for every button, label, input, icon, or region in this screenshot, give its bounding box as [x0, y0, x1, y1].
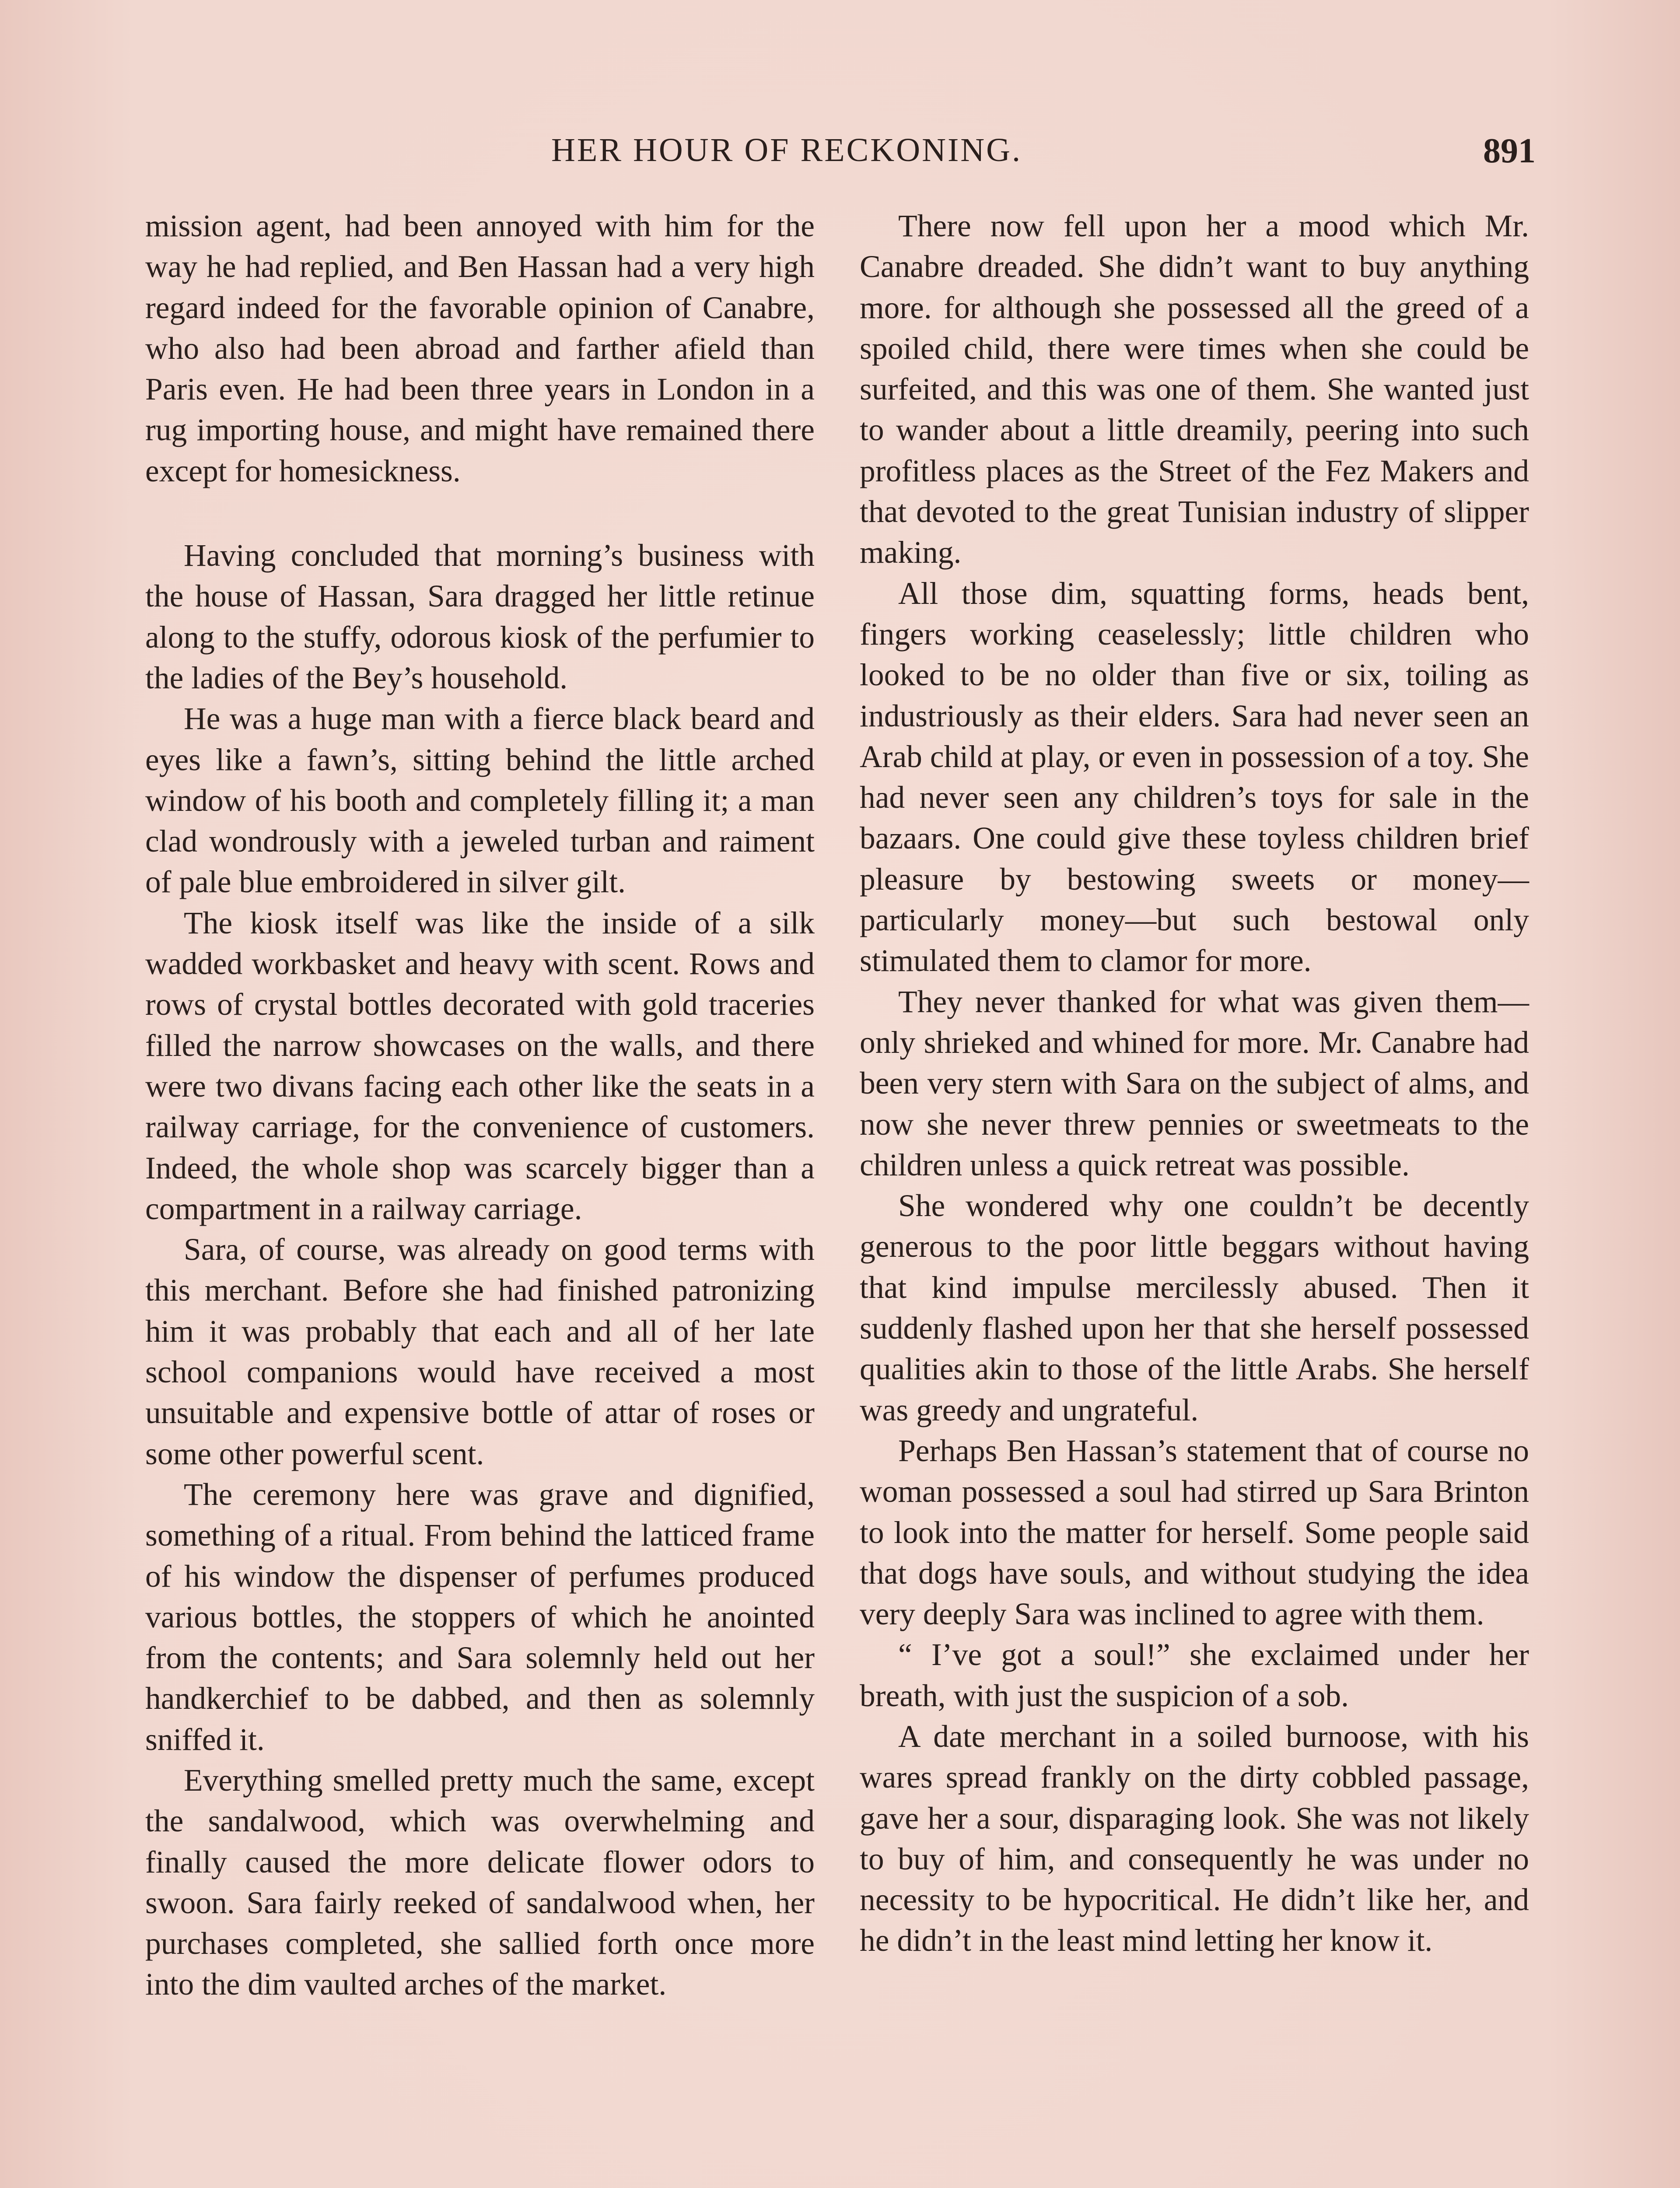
running-title: HER HOUR OF RECKONING.: [551, 132, 1022, 168]
right-column: [860, 206, 1529, 1961]
paragraph: Having concluded that morning’s business with the house of Hassan, Sara dragged her little retinue along to the stuffy, odorous kiosk of the perfumier to the ladies of the Bey’s household.: [145, 538, 815, 695]
paragraph: Perhaps Ben Hassan’s statement that of course no woman possessed a soul had stirred up Sara Brinton to look into the matter for herself. Some people said that dogs have souls, and without studying the idea very deeply Sara was inclined to agree with them.: [860, 1433, 1529, 1632]
paragraph: mission agent, had been annoyed with him for the way he had replied, and Ben Hassan had a very high regard indeed for the favorable opinion of Canabre, who also had been abroad and farther afield than Paris even. He had been three years in London in a rug importing house, and might have remained there except for homesickness.: [145, 209, 815, 488]
paragraph: The ceremony here was grave and dignified, something of a ritual. From behind the latticed frame of his window the dispenser of perfumes produced various bottles, the stoppers of which he anointed from the contents; and Sara solemnly held out her handkerchief to be dabbed, and then as solemnly sniffed it.: [145, 1477, 815, 1757]
paragraph: He was a huge man with a fierce black beard and eyes like a fawn’s, sitting behind the little arched window of his booth and completely filling it; a man clad wondrously with a jeweled turban and raiment of pale blue embroidered in silver gilt.: [145, 701, 815, 900]
paragraph: All those dim, squatting forms, heads bent, fingers working ceaselessly; little children who looked to be no older than five or six, toiling as industriously as their elders. Sara had never seen an Arab child at play, or even in possession of a toy. She had never seen any children’s toys for sale in the bazaars. One could give these toyless children brief pleasure by bestowing sweets or money—particularly money—but such bestowal only stimulated them to clamor for more.: [860, 576, 1529, 978]
paragraph: A date merchant in a soiled burnoose, with his wares spread frankly on the dirty cobbled passage, gave her a sour, disparaging look. She was not likely to buy of him, and consequently he was under no necessity to be hypocritical. He didn’t like her, and he didn’t in the least mind letting her know it.: [860, 1719, 1529, 1958]
page-header: [0, 131, 1680, 179]
paragraph: “ I’ve got a soul!” she exclaimed under her breath, with just the suspicion of a sob.: [860, 1637, 1529, 1713]
paragraph: She wondered why one couldn’t be decently generous to the poor little beggars without having that kind impulse mercilessly abused. Then it suddenly flashed upon her that she herself possessed qualities akin to those of the little Arabs. She herself was greedy and ungrateful.: [860, 1189, 1529, 1427]
paragraph: Sara, of course, was already on good terms with this merchant. Before she had finished patronizing him it was probably that each and all of her late school companions would have received a most unsuitable and expensive bottle of attar of roses or some other powerful scent.: [145, 1232, 815, 1471]
paragraph: Everything smelled pretty much the same, except the sandalwood, which was overwhelming and finally caused the more delicate flower odors to swoon. Sara fairly reeked of sandalwood when, her purchases completed, she sallied forth once more into the dim vaulted arches of the market.: [145, 1763, 815, 2002]
page-number: 891: [1483, 132, 1536, 170]
paragraph: They never thanked for what was given them—only shrieked and whined for more. Mr. Canabre had been very stern with Sara on the subject of alms, and now she never threw pennies or sweetmeats to the children unless a quick retreat was possible.: [860, 984, 1529, 1182]
paragraph: There now fell upon her a mood which Mr. Canabre dreaded. She didn’t want to buy anything more. for although she possessed all the greed of a spoiled child, there were times when she could be surfeited, and this was one of them. She wanted just to wander about a little dreamily, peering into such profitless places as the Street of the Fez Makers and that devoted to the great Tunisian industry of slipper making.: [860, 209, 1529, 570]
paragraph: The kiosk itself was like the inside of a silk wadded workbasket and heavy with scent. Rows and rows of crystal bottles decorated with gold traceries filled the narrow showcases on the walls, and there were two divans facing each other like the seats in a railway carriage, for the convenience of customers. Indeed, the whole shop was scarcely bigger than a compartment in a railway carriage.: [145, 905, 815, 1226]
left-column: [145, 206, 815, 2005]
